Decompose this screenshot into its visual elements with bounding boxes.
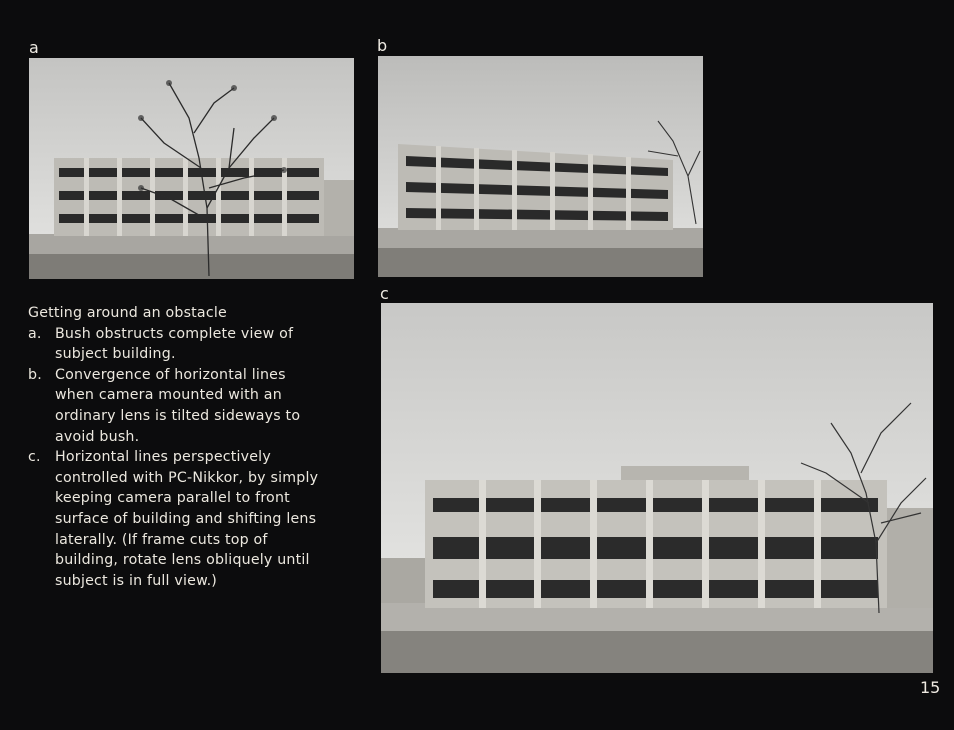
caption-item-c xyxy=(28,447,328,591)
page-number: 15 xyxy=(920,678,941,697)
caption-marker-c: c. xyxy=(28,449,41,466)
caption-text-b: Convergence of horizontal lines when camera mounted with an ordinary lens is tilted sideways to avoid bush. xyxy=(55,366,301,445)
panel-c-label: c xyxy=(380,284,389,303)
caption-title: Getting around an obstacle xyxy=(28,305,227,321)
panel-b-label: b xyxy=(377,36,388,55)
caption-marker-a: a. xyxy=(28,325,42,342)
caption-list xyxy=(28,324,328,592)
caption-text-c: Horizontal lines perspectively controlled with PC-Nikkor, by simply keeping camera parallel to front surface of building and shifting lens laterally. (If frame cuts top of building, rotate lens obliquely until subject is in full view.) xyxy=(55,449,319,589)
caption-item-a xyxy=(28,324,328,365)
caption xyxy=(28,303,328,591)
photo-a xyxy=(29,58,354,279)
caption-text-a: Bush obstructs complete view of subject building. xyxy=(55,325,294,363)
panel-a-label: a xyxy=(29,38,39,57)
caption-marker-b: b. xyxy=(28,366,42,383)
caption-item-b xyxy=(28,365,328,447)
photo-c xyxy=(381,303,933,673)
photo-b xyxy=(378,56,703,277)
